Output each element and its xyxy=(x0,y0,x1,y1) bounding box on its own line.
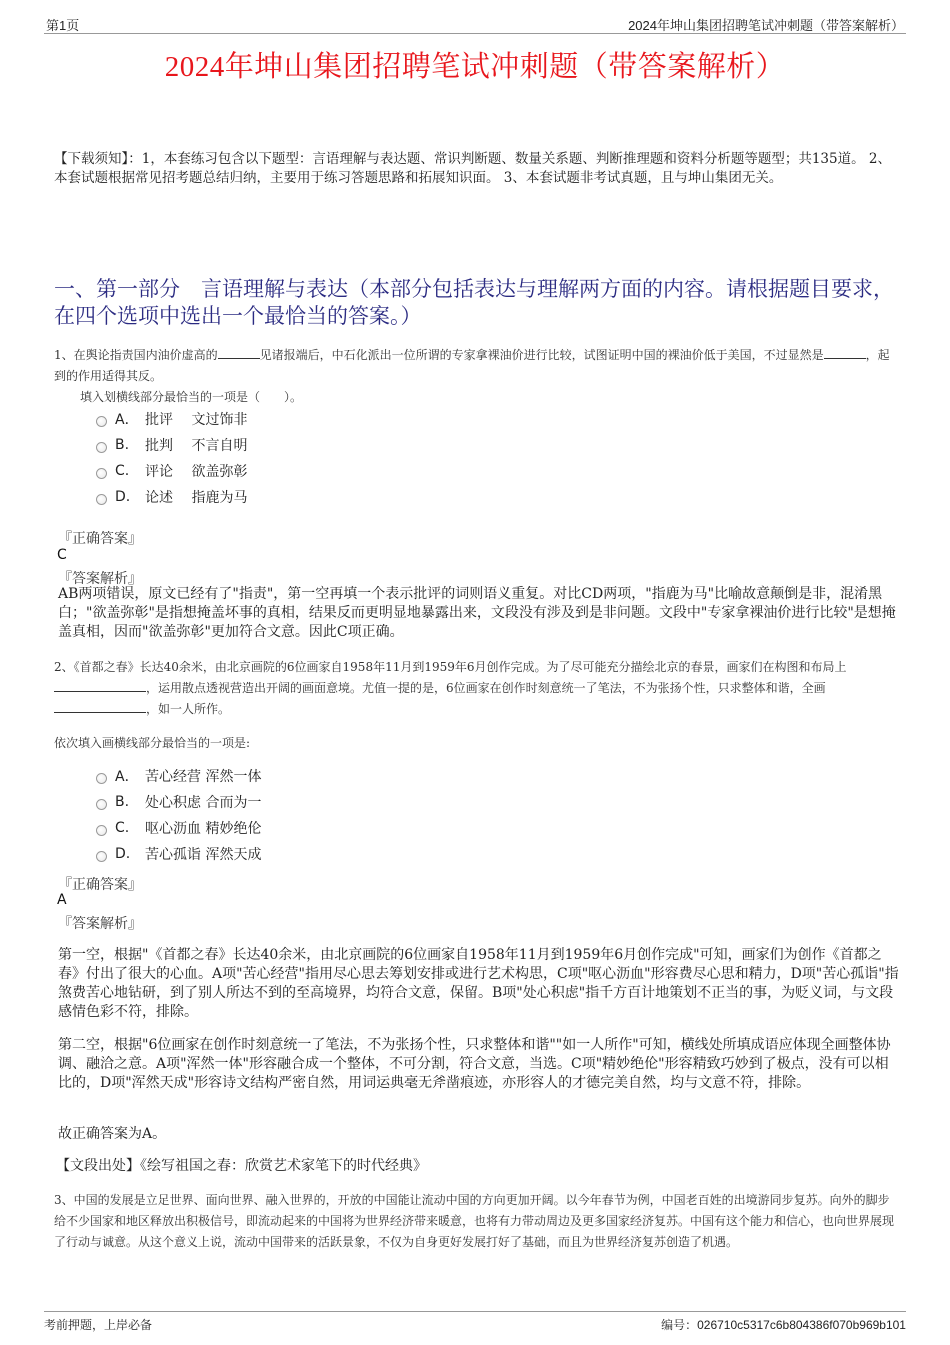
option-letter: D. xyxy=(115,489,131,505)
q1-option-c[interactable] xyxy=(96,458,247,484)
q2-stem-part2: ，运用散点透视营造出开阔的画面意境。尤值一提的是，6位画家在创作时刻意统一了笔法，不为张扬个性，只求整体和谐，全画 xyxy=(146,681,826,695)
page-footer xyxy=(44,1311,906,1333)
radio-button-icon[interactable] xyxy=(96,773,107,784)
question-2-options xyxy=(96,763,261,867)
q1-option-a[interactable] xyxy=(96,406,247,432)
radio-button-icon[interactable] xyxy=(96,494,107,505)
option-text: 呕心沥血 精妙绝伦 xyxy=(145,821,262,837)
q1-analysis: AB两项错误，原文已经有了"指责"，第一空再填一个表示批评的词则语义重复。对比CD两项，"指鹿为马"比喻故意颠倒是非，混淆黑白；"欲盖弥彰"是指想掩盖坏事的真相，结果反而更明显地暴露出来，文段没有涉及到是非问题。文段中"专家拿裸油价进行比较"是想掩盖真相，因而"欲盖弥彰"更加符合文意。因此C项正确。 xyxy=(58,586,896,640)
option-letter: B. xyxy=(115,437,130,453)
question-2-stem xyxy=(54,657,900,720)
page-number: 第1页 xyxy=(46,18,80,33)
option-letter: B. xyxy=(115,794,130,810)
q2-analysis-paragraph-1: 第一空，根据"《首都之春》长达40余米，由北京画院的6位画家自1958年11月到1959年6月创作完成"可知，画家们为创作《首都之春》付出了很大的心血。A项"苦心经营"指用尽心思去筹划安排或进行艺术构思，C项"呕心沥血"形容费尽心思和精力，D项"苦心孤诣"指煞费苦心地钻研，到了别人所达不到的至高境界，均符合文意，保留。B项"处心积虑"指千方百计地策划不正当的事，为贬义词，与文段感情色彩不符，排除。 xyxy=(58,947,899,1020)
question-2-prompt: 依次填入画横线部分最恰当的一项是: xyxy=(54,736,251,750)
header-doc-title: 2024年坤山集团招聘笔试冲刺题（带答案解析） xyxy=(628,18,904,33)
document-code: 编号：026710c5317c6b804386f070b969b101 xyxy=(661,1318,906,1332)
radio-button-icon[interactable] xyxy=(96,825,107,836)
option-letter: A． xyxy=(115,412,139,428)
q2-option-b[interactable] xyxy=(96,789,261,815)
q1-stem-part3: ，起到的作用适得其反。 xyxy=(54,348,890,383)
q2-blank-2 xyxy=(54,712,146,713)
q2-conclusion: 故正确答案为A。 xyxy=(58,1126,167,1142)
option-text: 批判 不言自明 xyxy=(145,438,248,454)
q2-source: 【文段出处】《绘写祖国之春：欣赏艺术家笔下的时代经典》 xyxy=(56,1158,427,1174)
q2-option-c[interactable] xyxy=(96,815,261,841)
q2-option-a[interactable] xyxy=(96,763,261,789)
q1-option-d[interactable] xyxy=(96,484,247,510)
option-text: 处心积虑 合而为一 xyxy=(145,795,262,811)
question-1-prompt: 填入划横线部分最恰当的一项是（ ）。 xyxy=(80,390,303,404)
question-1-stem xyxy=(54,345,900,387)
option-text: 论述 指鹿为马 xyxy=(145,490,248,506)
option-letter: C. xyxy=(115,820,130,836)
q1-option-b[interactable] xyxy=(96,432,247,458)
q2-analysis-paragraph-2: 第二空，根据"6位画家在创作时刻意统一了笔法，不为张扬个性，只求整体和谐""如一人所作"可知，横线处所填成语应体现全画整体协调、融洽之意。A项"浑然一体"形容融合成一个整体，不可分割，符合文意，当选。C项"精妙绝伦"形容精致巧妙到了极点，没有可以相比的，D项"浑然天成"形容诗文结构严密自然，用词运典毫无斧凿痕迹，亦形容人的才德完美自然，均与文意不符，排除。 xyxy=(58,1037,891,1091)
q1-answer: C xyxy=(57,547,67,563)
q2-option-d[interactable] xyxy=(96,841,261,867)
radio-button-icon[interactable] xyxy=(96,442,107,453)
option-text: 苦心经营 浑然一体 xyxy=(145,769,262,785)
page-header xyxy=(44,12,906,34)
option-letter: D. xyxy=(115,846,131,862)
radio-button-icon[interactable] xyxy=(96,416,107,427)
radio-button-icon[interactable] xyxy=(96,799,107,810)
q2-answer: A xyxy=(57,892,67,908)
q2-stem-part3: ，如一人所作。 xyxy=(146,702,231,716)
q1-stem-part2: 见诸报端后，中石化派出一位所谓的专家拿裸油价进行比较，试图证明中国的裸油价低于美国，不过显然是 xyxy=(259,348,824,362)
q1-blank-2 xyxy=(824,358,866,359)
question-3-stem: 3、中国的发展是立足世界、面向世界、融入世界的，开放的中国能让流动中国的方向更加开阔。以今年春节为例，中国老百姓的出境游同步复苏。向外的脚步给不少国家和地区释放出积极信号，即流动起来的中国将为世界经济带来暖意，也将有力带动周边及更多国家经济复苏。中国有这个能力和信心，也向世界展现了行动与诚意。从这个意义上说，流动中国带来的活跃景象，不仅为自身更好发展打好了基础，而且为世界经济复苏创造了机遇。 xyxy=(54,1193,895,1249)
section-heading: 一、第一部分 言语理解与表达（本部分包括表达与理解两方面的内容。请根据题目要求，在四个选项中选出一个最恰当的答案。） xyxy=(54,277,894,328)
radio-button-icon[interactable] xyxy=(96,468,107,479)
q2-analysis-label: 『答案解析』 xyxy=(58,916,142,932)
option-letter: A． xyxy=(115,769,139,785)
page-title: 2024年坤山集团招聘笔试冲刺题（带答案解析） xyxy=(164,51,786,83)
option-letter: C. xyxy=(115,463,130,479)
radio-button-icon[interactable] xyxy=(96,851,107,862)
q2-stem-part1: 2、《首都之春》长达40余米，由北京画院的6位画家自1958年11月到1959年6月创作完成。为了尽可能充分描绘北京的春景，画家们在构图和布局上 xyxy=(54,660,847,674)
q1-stem-part1: 1、在舆论指责国内油价虚高的 xyxy=(54,348,218,362)
q1-answer-label: 『正确答案』 xyxy=(58,531,142,547)
q1-analysis-label: 『答案解析』 xyxy=(58,571,142,587)
question-1-options xyxy=(96,406,247,510)
option-text: 批评 文过饰非 xyxy=(145,412,248,428)
q2-answer-label: 『正确答案』 xyxy=(58,877,142,893)
option-text: 评论 欲盖弥彰 xyxy=(145,464,248,480)
footer-slogan: 考前押题，上岸必备 xyxy=(44,1318,153,1332)
q1-blank-1 xyxy=(218,358,260,359)
option-text: 苦心孤诣 浑然天成 xyxy=(145,847,262,863)
q2-blank-1 xyxy=(54,691,146,692)
download-notice: 【下载须知】：1，本套练习包含以下题型：言语理解与表达题、常识判断题、数量关系题、判断推理题和资料分析题等题型；共135道。 2、本套试题根据常见招考题总结归纳，主要用于练习答题思路和拓展知识面。 3、本套试题非考试真题，且与坤山集团无关。 xyxy=(54,151,891,186)
